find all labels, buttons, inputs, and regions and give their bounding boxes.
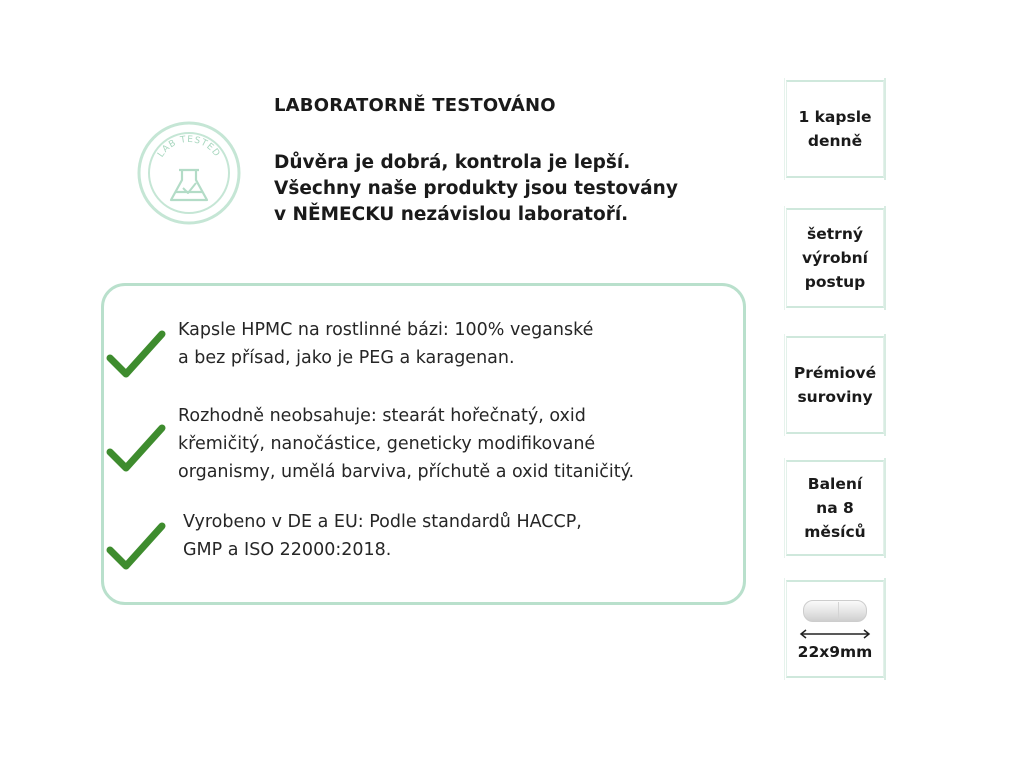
feature-item bbox=[178, 316, 593, 372]
checkmark-icon bbox=[106, 328, 166, 380]
capsule-size-box bbox=[786, 580, 884, 678]
checkmark-icon bbox=[106, 422, 166, 474]
dosage-box bbox=[786, 80, 884, 178]
box-line: postup bbox=[804, 273, 866, 291]
box-line: 1 kapsle bbox=[798, 108, 872, 126]
box-line: šetrný bbox=[807, 225, 863, 243]
feature-item bbox=[183, 508, 582, 564]
lead-text bbox=[274, 150, 744, 228]
package-box bbox=[786, 460, 884, 556]
lead-line: v NĚMECKU nezávislou laboratoří. bbox=[274, 204, 629, 225]
box-line: výrobní bbox=[802, 249, 868, 267]
feature-line: Rozhodně neobsahuje: stearát hořečnatý, oxid bbox=[178, 406, 586, 426]
flask-icon bbox=[171, 170, 207, 200]
lead-line: Všechny naše produkty jsou testovány bbox=[274, 178, 678, 199]
checkmark-icon bbox=[106, 520, 166, 572]
badge-text: LAB TESTED bbox=[156, 134, 222, 160]
feature-line: křemičitý, nanočástice, geneticky modifikované bbox=[178, 434, 596, 454]
lead-line: Důvěra je dobrá, kontrola je lepší. bbox=[274, 152, 631, 173]
feature-line: organismy, umělá barviva, příchutě a oxid titaničitý. bbox=[178, 462, 635, 482]
capsule-icon bbox=[803, 600, 867, 622]
box-line: na 8 bbox=[816, 499, 854, 517]
ingredients-box bbox=[786, 336, 884, 434]
box-line: Balení bbox=[807, 475, 863, 493]
double-arrow-icon bbox=[798, 628, 872, 640]
box-line: suroviny bbox=[797, 388, 873, 406]
box-line: měsíců bbox=[804, 523, 866, 541]
feature-line: Vyrobeno v DE a EU: Podle standardů HACCP, bbox=[183, 512, 582, 532]
capsule-size-label: 22x9mm bbox=[797, 643, 873, 661]
production-box bbox=[786, 208, 884, 308]
feature-line: a bez přísad, jako je PEG a karagenan. bbox=[178, 348, 515, 368]
svg-text:LAB TESTED bbox=[156, 135, 222, 160]
feature-item bbox=[178, 402, 634, 486]
lab-tested-badge bbox=[136, 120, 242, 226]
feature-line: GMP a ISO 22000:2018. bbox=[183, 540, 392, 560]
page-title: LABORATORNĚ TESTOVÁNO bbox=[274, 95, 556, 116]
box-line: denně bbox=[807, 132, 863, 150]
feature-line: Kapsle HPMC na rostlinné bázi: 100% veganské bbox=[178, 320, 594, 340]
box-line: Prémiové bbox=[793, 364, 877, 382]
